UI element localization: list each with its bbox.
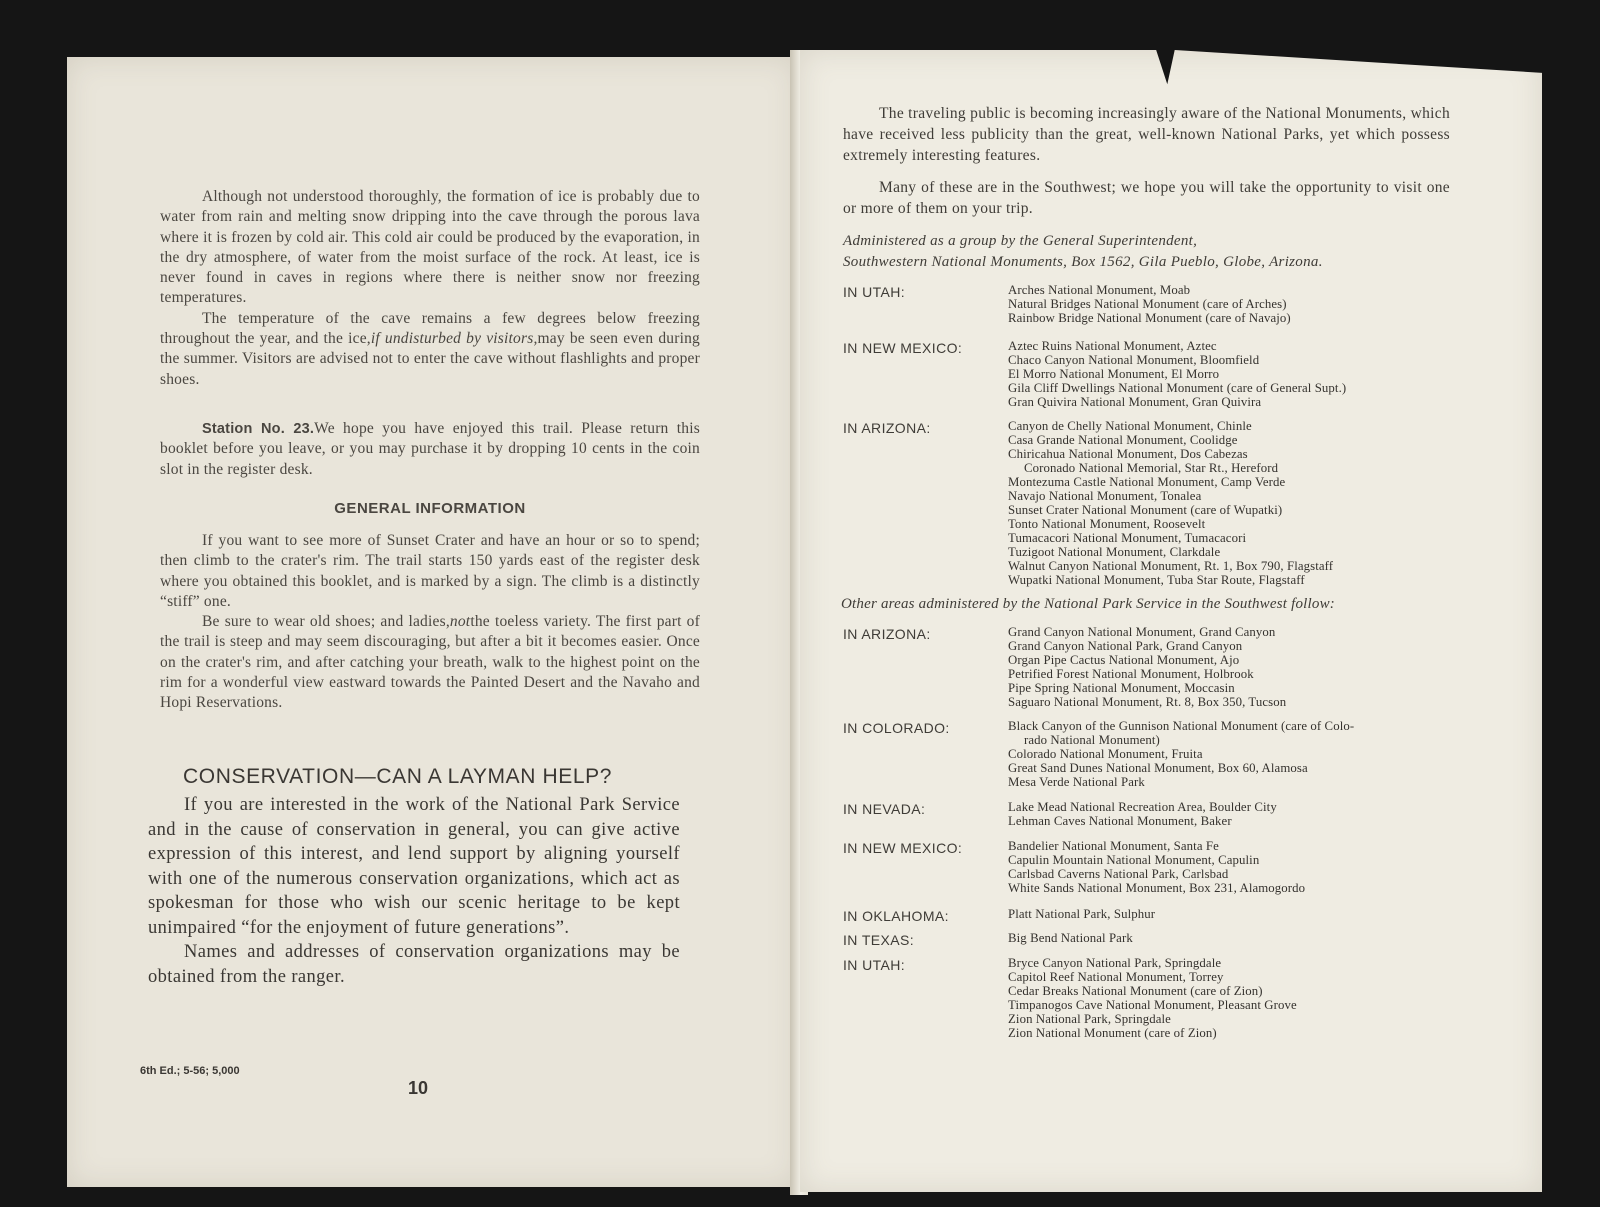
monument-item: White Sands National Monument, Box 231, Alamogordo <box>1008 881 1306 895</box>
state-entry <box>843 283 1453 325</box>
state-entry <box>843 419 1453 587</box>
monument-item: Chiricahua National Monument, Dos Cabezas <box>1008 447 1248 461</box>
station-23-paragraph <box>160 419 700 480</box>
state-label: IN UTAH: <box>843 284 906 300</box>
state-entry <box>843 907 1453 924</box>
monument-item: Timpanogos Cave National Monument, Pleasant Grove <box>1008 998 1297 1012</box>
monument-item: Lake Mead National Recreation Area, Boulder City <box>1008 800 1277 814</box>
monument-item: Organ Pipe Cactus National Monument, Ajo <box>1008 653 1240 667</box>
monument-item: El Morro National Monument, El Morro <box>1008 367 1220 381</box>
monument-list <box>1008 956 1453 1040</box>
conservation-para-2: Names and addresses of conservation organizations may be obtained from the ranger. <box>148 942 680 987</box>
intro-para-1: The traveling public is becoming increasingly aware of the National Monuments, which have received less publicity than the great, well-known National Parks, yet which possess extremely interesting features. <box>843 105 1450 164</box>
monument-list <box>1008 907 1453 924</box>
monument-list <box>1008 839 1453 895</box>
state-label: IN TEXAS: <box>843 932 915 948</box>
monument-item: Montezuma Castle National Monument, Camp Verde <box>1008 475 1286 489</box>
monument-item: Gran Quivira National Monument, Gran Quivira <box>1008 395 1262 409</box>
other-areas-heading: Other areas administered by the National Park Service in the Southwest follow: <box>841 596 1336 612</box>
monument-item: rado National Monument) <box>1024 733 1160 747</box>
station-text <box>160 419 700 480</box>
page-number: 10 <box>408 1078 429 1098</box>
state-entry <box>843 839 1453 895</box>
general-text: Be sure to wear old shoes; and ladies, <box>202 613 450 631</box>
general-para-2 <box>160 612 700 713</box>
monument-item: Coronado National Memorial, Star Rt., Hereford <box>1024 461 1279 475</box>
temp-italic: if undisturbed by visitors, <box>370 330 538 348</box>
monument-item: Navajo National Monument, Tonalea <box>1008 489 1202 503</box>
monument-item: Tumacacori National Monument, Tumacacori <box>1008 531 1247 545</box>
monument-list <box>1008 719 1453 789</box>
state-label: IN OKLAHOMA: <box>843 908 949 924</box>
monument-list <box>1008 625 1453 709</box>
monument-item: Zion National Monument (care of Zion) <box>1008 1026 1217 1040</box>
monument-item: Big Bend National Park <box>1008 931 1133 945</box>
monument-item: Cedar Breaks National Monument (care of Zion) <box>1008 984 1263 998</box>
monument-item: Arches National Monument, Moab <box>1008 283 1191 297</box>
state-entry <box>843 625 1453 709</box>
admin-line-1: Administered as a group by the General Superintendent, <box>843 233 1198 249</box>
monument-item: Wupatki National Monument, Tuba Star Route, Flagstaff <box>1008 573 1305 587</box>
state-entry <box>843 956 1453 1040</box>
monument-item: Capulin Mountain National Monument, Capulin <box>1008 853 1260 867</box>
monument-item: Grand Canyon National Park, Grand Canyon <box>1008 639 1243 653</box>
state-entry <box>843 800 1453 828</box>
general-information-body <box>160 531 700 714</box>
state-label: IN UTAH: <box>843 957 906 973</box>
monument-list <box>1008 931 1453 948</box>
ice-formation-paragraph <box>160 187 700 390</box>
admin-line-2: Southwestern National Monuments, Box 1562, Gila Pueblo, Globe, Arizona. <box>843 254 1323 270</box>
monument-item: Aztec Ruins National Monument, Aztec <box>1008 339 1217 353</box>
monument-item: Grand Canyon National Monument, Grand Canyon <box>1008 625 1276 639</box>
state-label: IN COLORADO: <box>843 720 950 736</box>
station-body: We hope you have enjoyed this trail. Please return this booklet before you leave, or you may purchase it by dropping 10 cents in the coin slot in the register desk. <box>160 420 700 478</box>
monument-item: Chaco Canyon National Monument, Bloomfield <box>1008 353 1260 367</box>
administration-note <box>843 231 1450 273</box>
monument-item: Capitol Reef National Monument, Torrey <box>1008 970 1224 984</box>
monument-item: Walnut Canyon National Monument, Rt. 1, Box 790, Flagstaff <box>1008 559 1334 573</box>
monument-item: Gila Cliff Dwellings National Monument (care of General Supt.) <box>1008 381 1347 395</box>
station-label: Station No. 23. <box>202 421 315 437</box>
monument-item: Zion National Park, Springdale <box>1008 1012 1171 1026</box>
edition-note: 6th Ed.; 5-56; 5,000 <box>140 1065 240 1077</box>
intro-para-2: Many of these are in the Southwest; we hope you will take the opportunity to visit one or more of them on your trip. <box>843 179 1450 217</box>
monument-item: Canyon de Chelly National Monument, Chinle <box>1008 419 1252 433</box>
monument-item: Natural Bridges National Monument (care of Arches) <box>1008 297 1287 311</box>
state-label: IN NEW MEXICO: <box>843 840 963 856</box>
monument-item: Black Canyon of the Gunnison National Monument (care of Colo- <box>1008 719 1355 733</box>
temp-text-end: may be seen even during the summer. Visitors are advised not to enter the cave without flashlights and proper shoes. <box>160 330 700 388</box>
temperature-paragraph <box>160 309 700 390</box>
temp-text: The temperature of the cave remains a few degrees below freezing throughout the year, and the ice, <box>160 309 700 348</box>
state-label: IN NEVADA: <box>843 801 926 817</box>
monument-item: Lehman Caves National Monument, Baker <box>1008 814 1232 828</box>
monument-item: Bryce Canyon National Park, Springdale <box>1008 956 1222 970</box>
general-italic: not <box>449 613 471 631</box>
general-para-1: If you want to see more of Sunset Crater and have an hour or so to spend; then climb to the crater's rim. The trail starts 150 yards east of the register desk where you obtained this booklet, and is marked by a sign. The climb is a distinctly “stiff” one. <box>160 532 700 610</box>
general-text-end: the toeless variety. The first part of the trail is steep and may seem discouraging, but after a bit it becomes easier. Once on the crater's rim, and after catching your breath, walk to the highest point on the rim for a wonderful view eastward towards the Painted Desert and the Navaho and Hopi Reservations. <box>160 613 700 712</box>
state-label: IN NEW MEXICO: <box>843 340 963 356</box>
monument-item: Tonto National Monument, Roosevelt <box>1008 517 1206 531</box>
monument-list <box>1008 419 1453 587</box>
state-label: IN ARIZONA: <box>843 420 931 436</box>
monument-item: Colorado National Monument, Fruita <box>1008 747 1203 761</box>
monument-item: Rainbow Bridge National Monument (care of Navajo) <box>1008 311 1291 325</box>
conservation-title: CONSERVATION—CAN A LAYMAN HELP? <box>183 765 612 788</box>
conservation-body <box>148 793 680 989</box>
state-entry <box>843 339 1453 409</box>
conservation-para-1: If you are interested in the work of the National Park Service and in the cause of conservation in general, you can give active expression of this interest, and lend support by aligning yourself with one of the numerous conservation organizations, which act as spokesman for those who wish our scenic heritage to be kept unimpaired “for the enjoyment of future generations”. <box>148 795 680 938</box>
state-entry <box>843 719 1453 789</box>
monument-item: Casa Grande National Monument, Coolidge <box>1008 433 1238 447</box>
monument-item: Pipe Spring National Monument, Moccasin <box>1008 681 1235 695</box>
monument-item: Sunset Crater National Monument (care of Wupatki) <box>1008 503 1283 517</box>
general-information-heading: GENERAL INFORMATION <box>334 500 526 517</box>
state-entry <box>843 931 1453 948</box>
monument-list <box>1008 339 1453 409</box>
monument-list <box>1008 283 1453 325</box>
monument-item: Bandelier National Monument, Santa Fe <box>1008 839 1219 853</box>
monument-list <box>1008 800 1453 828</box>
monument-item: Platt National Park, Sulphur <box>1008 907 1156 921</box>
monument-item: Saguaro National Monument, Rt. 8, Box 350, Tucson <box>1008 695 1287 709</box>
monument-item: Petrified Forest National Monument, Holbrook <box>1008 667 1254 681</box>
state-label: IN ARIZONA: <box>843 626 931 642</box>
monument-item: Tuzigoot National Monument, Clarkdale <box>1008 545 1221 559</box>
monument-item: Mesa Verde National Park <box>1008 775 1145 789</box>
monument-item: Great Sand Dunes National Monument, Box 60, Alamosa <box>1008 761 1308 775</box>
intro-text <box>843 103 1450 230</box>
monument-item: Carlsbad Caverns National Park, Carlsbad <box>1008 867 1229 881</box>
paragraph-text: Although not understood thoroughly, the formation of ice is probably due to water from rain and melting snow dripping into the cave through the porous lava where it is frozen by cold air. This cold air could be produced by the evaporation, in the dry atmosphere, of water from the moist surface of the rock. At least, ice is never found in caves in regions where there is neither snow nor freezing temperatures. <box>160 188 700 307</box>
